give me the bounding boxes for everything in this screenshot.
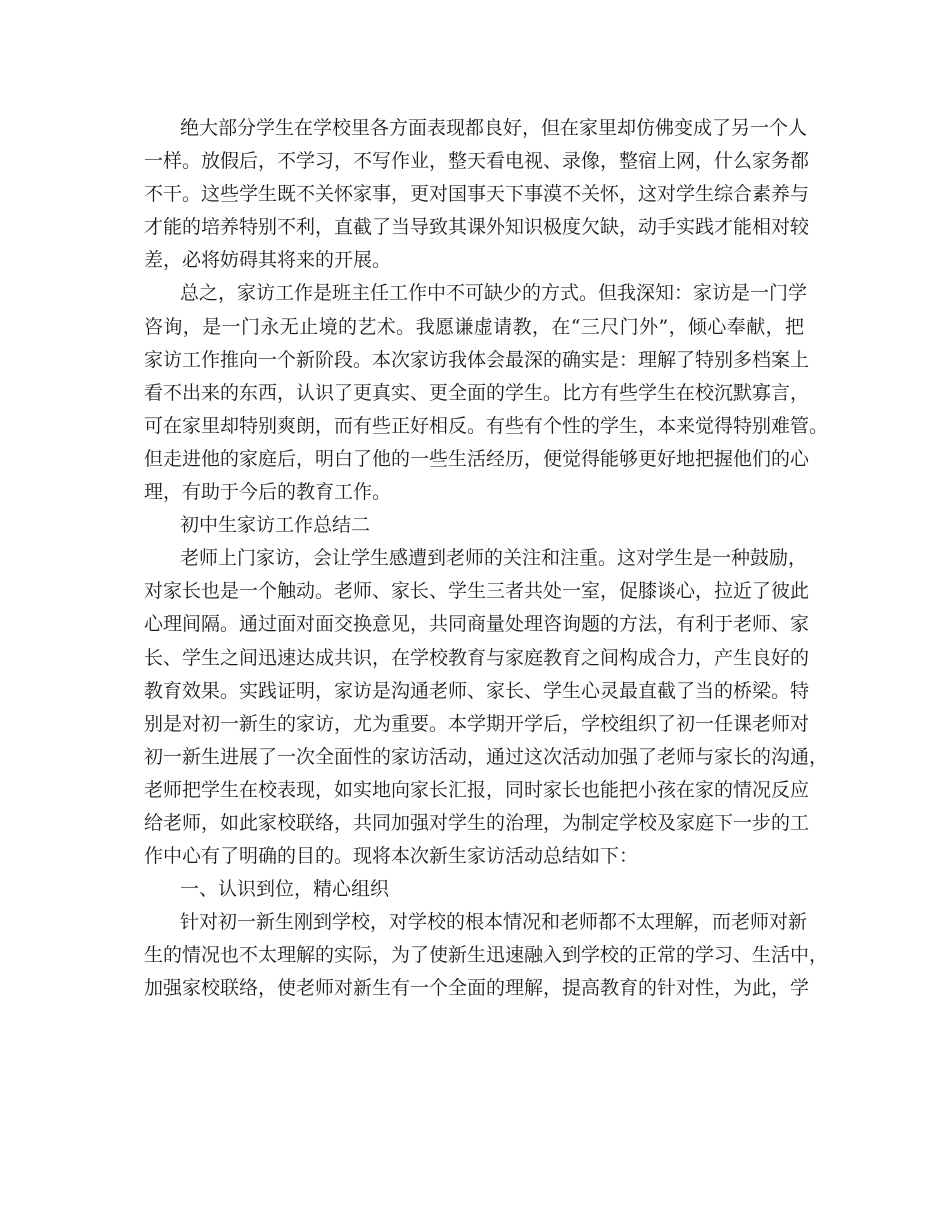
text-line: 总之，家访工作是班主任工作中不可缺少的方式。但我深知：家访是一门学 bbox=[180, 282, 808, 305]
text-line: 绝大部分学生在学校里各方面表现都良好，但在家里却仿佛变成了另一个人 bbox=[180, 117, 808, 139]
text-line: 家访工作推向一个新阶段。本次家访我体会最深的确实是：理解了特别多档案上 bbox=[144, 348, 810, 371]
text-line: 生的情况也不太理解的实际，为了使新生迅速融入到学校的正常的学习、生活中， bbox=[144, 944, 829, 967]
text-line: 咨询，是一门永无止境的艺术。我愿谦虚请教，在“三尺门外”，倾心奉献，把 bbox=[144, 315, 804, 338]
text-line: 理，有助于今后的教育工作。 bbox=[144, 481, 392, 504]
text-line: 给老师，如此家校联络，共同加强对学生的治理，为制定学校及家庭下一步的工 bbox=[144, 811, 810, 834]
text-line: 教育效果。实践证明，家访是沟通老师、家长、学生心灵最直截了当的桥梁。特 bbox=[144, 679, 810, 702]
text-line: 对家长也是一个触动。老师、家长、学生三者共处一室，促膝谈心，拉近了彼此 bbox=[144, 580, 810, 603]
text-line: 长、学生之间迅速达成共识，在学校教育与家庭教育之间构成合力，产生良好的 bbox=[144, 646, 810, 669]
text-line: 作中心有了明确的目的。现将本次新生家访活动总结如下： bbox=[144, 845, 639, 868]
text-line: 但走进他的家庭后，明白了他的一些生活经历，便觉得能够更好地把握他们的心 bbox=[144, 447, 810, 470]
subsection-heading: 一、认识到位，精心组织 bbox=[180, 878, 390, 901]
text-line: 老师上门家访，会让学生感遭到老师的关注和注重。这对学生是一种鼓励， bbox=[180, 547, 808, 570]
text-line: 别是对初一新生的家访，尤为重要。本学期开学后，学校组织了初一任课老师对 bbox=[144, 712, 810, 735]
text-line: 一样。放假后，不学习，不写作业，整天看电视、录像，整宿上网，什么家务都 bbox=[144, 150, 810, 173]
text-line: 针对初一新生刚到学校，对学校的根本情况和老师都不太理解，而老师对新 bbox=[180, 911, 808, 934]
text-line: 不干。这些学生既不关怀家事，更对国事天下事漠不关怀，这对学生综合素养与 bbox=[144, 183, 810, 206]
text-line: 加强家校联络，使老师对新生有一个全面的理解，提高教育的针对性，为此，学 bbox=[144, 977, 810, 1000]
text-line: 才能的培养特别不利，直截了当导致其课外知识极度欠缺，动手实践才能相对较 bbox=[144, 216, 810, 239]
text-line: 看不出来的东西，认识了更真实、更全面的学生。比方有些学生在校沉默寡言， bbox=[144, 381, 810, 404]
section-heading: 初中生家访工作总结二 bbox=[180, 514, 371, 537]
document-body bbox=[144, 112, 829, 1006]
text-line: 差，必将妨碍其将来的开展。 bbox=[144, 249, 392, 272]
text-line: 可在家里却特别爽朗，而有些正好相反。有些有个性的学生，本来觉得特别难管。 bbox=[144, 414, 829, 437]
text-line: 心理间隔。通过面对面交换意见，共同商量处理咨询题的方法，有利于老师、家 bbox=[144, 613, 810, 636]
text-line: 老师把学生在校表现，如实地向家长汇报，同时家长也能把小孩在家的情况反应 bbox=[144, 778, 810, 801]
text-line: 初一新生进展了一次全面性的家访活动，通过这次活动加强了老师与家长的沟通， bbox=[144, 745, 829, 768]
